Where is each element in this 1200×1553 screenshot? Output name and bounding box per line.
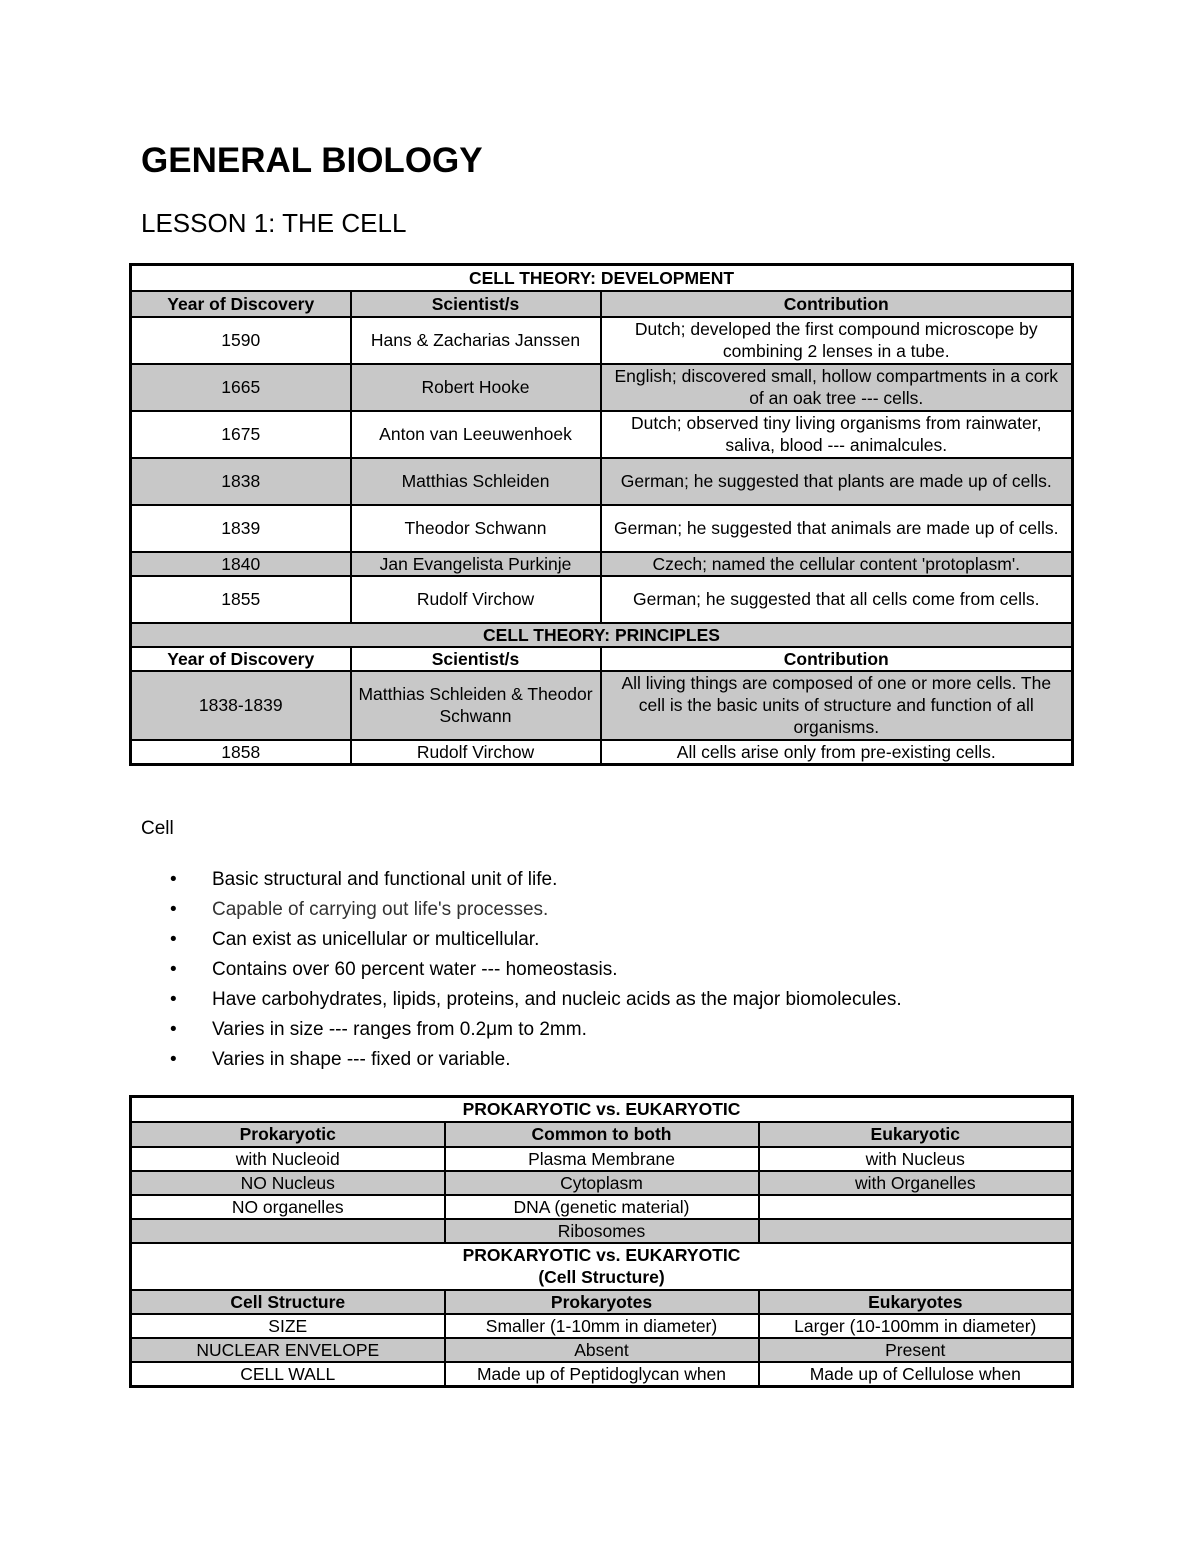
- table-row: [131, 740, 1073, 765]
- year-cell: 1855: [131, 576, 351, 623]
- table-cell: [759, 1195, 1073, 1219]
- table-cell: Made up of Peptidoglycan when: [445, 1362, 759, 1387]
- column-header: Common to both: [445, 1122, 759, 1147]
- list-item-text: Varies in size --- ranges from 0.2μm to 2mm.: [212, 1019, 587, 1040]
- contribution-cell: Czech; named the cellular content 'protoplasm'.: [601, 552, 1073, 576]
- table-row: [131, 1314, 1073, 1338]
- table-row: [131, 1195, 1073, 1219]
- table-cell: with Nucleoid: [131, 1147, 445, 1171]
- column-header: Prokaryotic: [131, 1122, 445, 1147]
- list-item: [170, 896, 902, 926]
- bullet-icon: •: [170, 1019, 177, 1040]
- table-cell: Present: [759, 1338, 1073, 1362]
- scientist-cell: Hans & Zacharias Janssen: [351, 317, 601, 364]
- table-cell: Larger (10-100mm in diameter): [759, 1314, 1073, 1338]
- year-cell: 1838: [131, 458, 351, 505]
- column-header: Eukaryotes: [759, 1290, 1073, 1314]
- table-cell: with Organelles: [759, 1171, 1073, 1195]
- bullet-icon: •: [170, 989, 177, 1010]
- table-row: [131, 411, 1073, 458]
- list-item: [170, 956, 902, 986]
- comparison-heading: PROKARYOTIC vs. EUKARYOTIC: [131, 1097, 1073, 1122]
- year-cell: 1675: [131, 411, 351, 458]
- list-item-text: Contains over 60 percent water --- homeostasis.: [212, 959, 618, 980]
- list-item: [170, 866, 902, 896]
- list-item-text: Can exist as unicellular or multicellular.: [212, 929, 540, 950]
- table-cell: CELL WALL: [131, 1362, 445, 1387]
- principles-heading: CELL THEORY: PRINCIPLES: [131, 623, 1073, 647]
- column-header: Contribution: [601, 291, 1073, 317]
- column-header: Eukaryotic: [759, 1122, 1073, 1147]
- contribution-cell: German; he suggested that animals are made up of cells.: [601, 505, 1073, 552]
- table-cell: NO Nucleus: [131, 1171, 445, 1195]
- year-cell: 1858: [131, 740, 351, 765]
- year-cell: 1590: [131, 317, 351, 364]
- bullet-icon: •: [170, 929, 177, 950]
- year-cell: 1838-1839: [131, 671, 351, 740]
- lesson-heading: LESSON 1: THE CELL: [141, 208, 407, 238]
- table-row: [131, 576, 1073, 623]
- scientist-cell: Theodor Schwann: [351, 505, 601, 552]
- year-cell: 1839: [131, 505, 351, 552]
- column-header: Cell Structure: [131, 1290, 445, 1314]
- column-header: Scientist/s: [351, 291, 601, 317]
- table-cell: NUCLEAR ENVELOPE: [131, 1338, 445, 1362]
- list-item: [170, 926, 902, 956]
- column-header: Prokaryotes: [445, 1290, 759, 1314]
- table-row: [131, 552, 1073, 576]
- prokaryotic-eukaryotic-table: [129, 1095, 1074, 1388]
- table-row: [131, 1362, 1073, 1387]
- scientist-cell: Rudolf Virchow: [351, 576, 601, 623]
- table-cell: Made up of Cellulose when: [759, 1362, 1073, 1387]
- column-header: Year of Discovery: [131, 647, 351, 671]
- contribution-cell: Dutch; observed tiny living organisms from rainwater, saliva, blood --- animalcules.: [601, 411, 1073, 458]
- list-item: [170, 986, 902, 1016]
- year-cell: 1840: [131, 552, 351, 576]
- table-row: [131, 364, 1073, 411]
- contribution-cell: German; he suggested that all cells come from cells.: [601, 576, 1073, 623]
- table-row: [131, 317, 1073, 364]
- list-item-text: Basic structural and functional unit of life.: [212, 869, 558, 890]
- scientist-cell: Rudolf Virchow: [351, 740, 601, 765]
- contribution-cell: English; discovered small, hollow compartments in a cork of an oak tree --- cells.: [601, 364, 1073, 411]
- cell-bullet-list: [170, 866, 902, 1076]
- table-cell: Smaller (1-10mm in diameter): [445, 1314, 759, 1338]
- list-item: [170, 1046, 902, 1076]
- bullet-icon: •: [170, 1049, 177, 1070]
- bullet-icon: •: [170, 869, 177, 890]
- contribution-cell: All living things are composed of one or more cells. The cell is the basic units of structure and function of all organisms.: [601, 671, 1073, 740]
- table-cell: DNA (genetic material): [445, 1195, 759, 1219]
- column-header: Scientist/s: [351, 647, 601, 671]
- contribution-cell: German; he suggested that plants are made up of cells.: [601, 458, 1073, 505]
- table-cell: [131, 1219, 445, 1243]
- bullet-icon: •: [170, 959, 177, 980]
- scientist-cell: Jan Evangelista Purkinje: [351, 552, 601, 576]
- table-cell: Cytoplasm: [445, 1171, 759, 1195]
- scientist-cell: Matthias Schleiden: [351, 458, 601, 505]
- column-header: Year of Discovery: [131, 291, 351, 317]
- list-item-text: Varies in shape --- fixed or variable.: [212, 1049, 511, 1070]
- column-header: Contribution: [601, 647, 1073, 671]
- table-row: [131, 1219, 1073, 1243]
- table-cell: SIZE: [131, 1314, 445, 1338]
- year-cell: 1665: [131, 364, 351, 411]
- development-heading: CELL THEORY: DEVELOPMENT: [131, 265, 1073, 291]
- document-title: GENERAL BIOLOGY: [141, 141, 483, 180]
- cell-theory-table: [129, 263, 1074, 766]
- table-cell: with Nucleus: [759, 1147, 1073, 1171]
- table-row: [131, 505, 1073, 552]
- scientist-cell: Robert Hooke: [351, 364, 601, 411]
- table-cell: Plasma Membrane: [445, 1147, 759, 1171]
- table-row: [131, 1338, 1073, 1362]
- list-item-text: Have carbohydrates, lipids, proteins, and nucleic acids as the major biomolecules.: [212, 989, 902, 1010]
- table-row: [131, 1147, 1073, 1171]
- list-item-text: Capable of carrying out life's processes.: [212, 899, 549, 920]
- scientist-cell: Matthias Schleiden & Theodor Schwann: [351, 671, 601, 740]
- scientist-cell: Anton van Leeuwenhoek: [351, 411, 601, 458]
- table-cell: [759, 1219, 1073, 1243]
- cell-section-label: Cell: [141, 818, 174, 839]
- bullet-icon: •: [170, 899, 177, 920]
- structure-heading-line: PROKARYOTIC vs. EUKARYOTIC: [462, 1245, 741, 1265]
- structure-heading: [131, 1243, 1073, 1290]
- contribution-cell: Dutch; developed the first compound microscope by combining 2 lenses in a tube.: [601, 317, 1073, 364]
- list-item: [170, 1016, 902, 1046]
- table-cell: NO organelles: [131, 1195, 445, 1219]
- contribution-cell: All cells arise only from pre-existing cells.: [601, 740, 1073, 765]
- table-cell: Ribosomes: [445, 1219, 759, 1243]
- table-row: [131, 458, 1073, 505]
- table-cell: Absent: [445, 1338, 759, 1362]
- table-row: [131, 1171, 1073, 1195]
- structure-heading-line: (Cell Structure): [538, 1267, 665, 1287]
- table-row: [131, 671, 1073, 740]
